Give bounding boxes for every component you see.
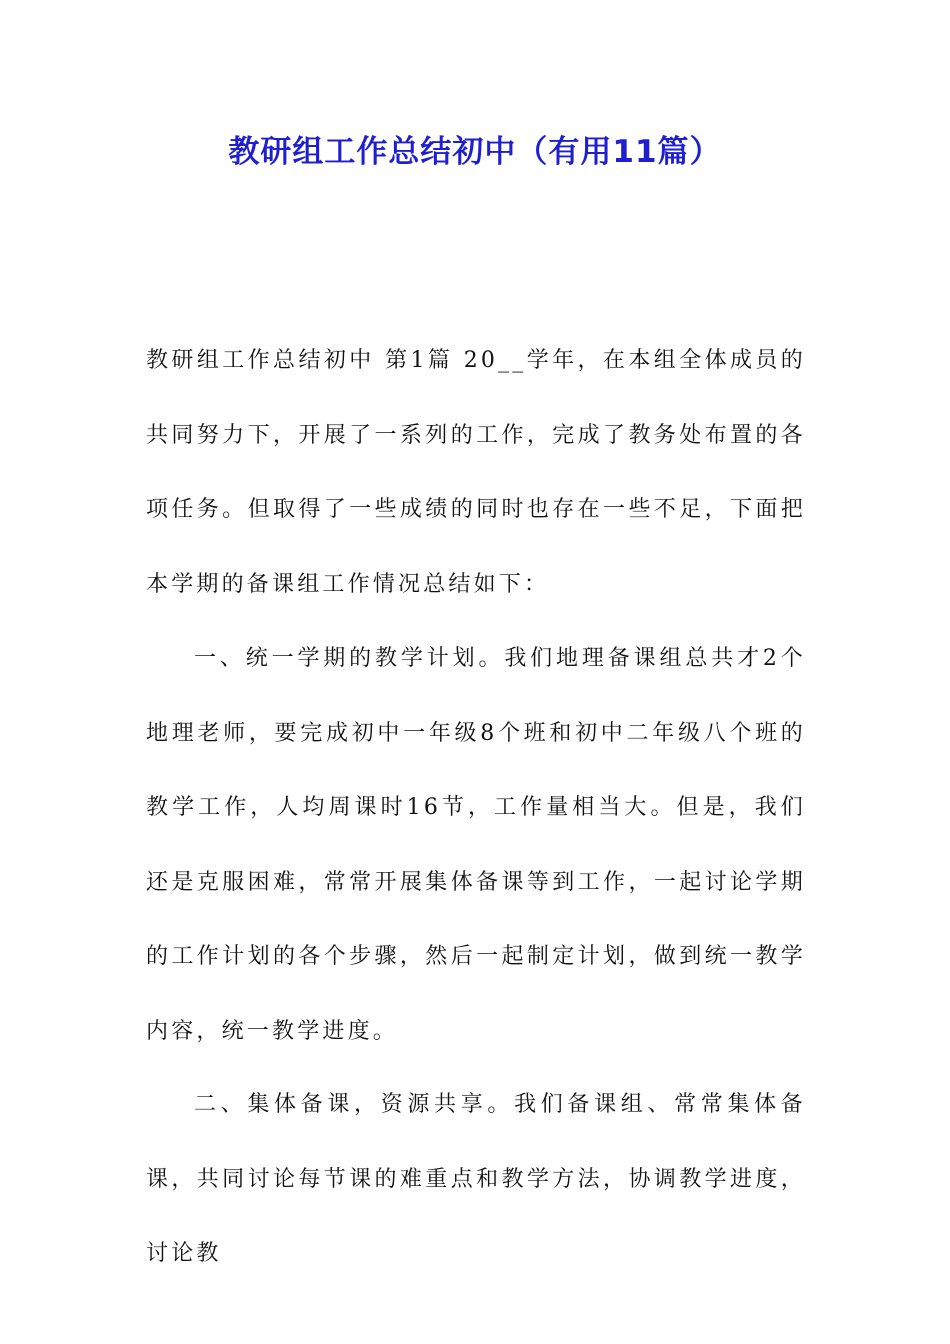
document-title: 教研组工作总结初中（有用11篇） (228, 134, 722, 170)
paragraph-section-2: 二、集体备课，资源共享。我们备课组、常常集体备课，共同讨论每节课的难重点和教学方法，协调教学进度，讨论教 (146, 1092, 806, 1266)
paragraph-intro: 教研组工作总结初中 第1篇 20__学年，在本组全体成员的共同努力下，开展了一系列的工作，完成了教务处布置的各项任务。但取得了一些成绩的同时也存在一些不足，下面把本学期的备课组工作情况总结如下： (146, 348, 806, 597)
paragraph-section-1: 一、统一学期的教学计划。我们地理备课组总共才2个地理老师，要完成初中一年级8个班和初中二年级八个班的教学工作，人均周课时16节，工作量相当大。但是，我们还是克服困难，常常开展集体备课等到工作，一起讨论学期的工作计划的各个步骤，然后一起制定计划，做到统一教学内容，统一教学进度。 (146, 646, 806, 1044)
